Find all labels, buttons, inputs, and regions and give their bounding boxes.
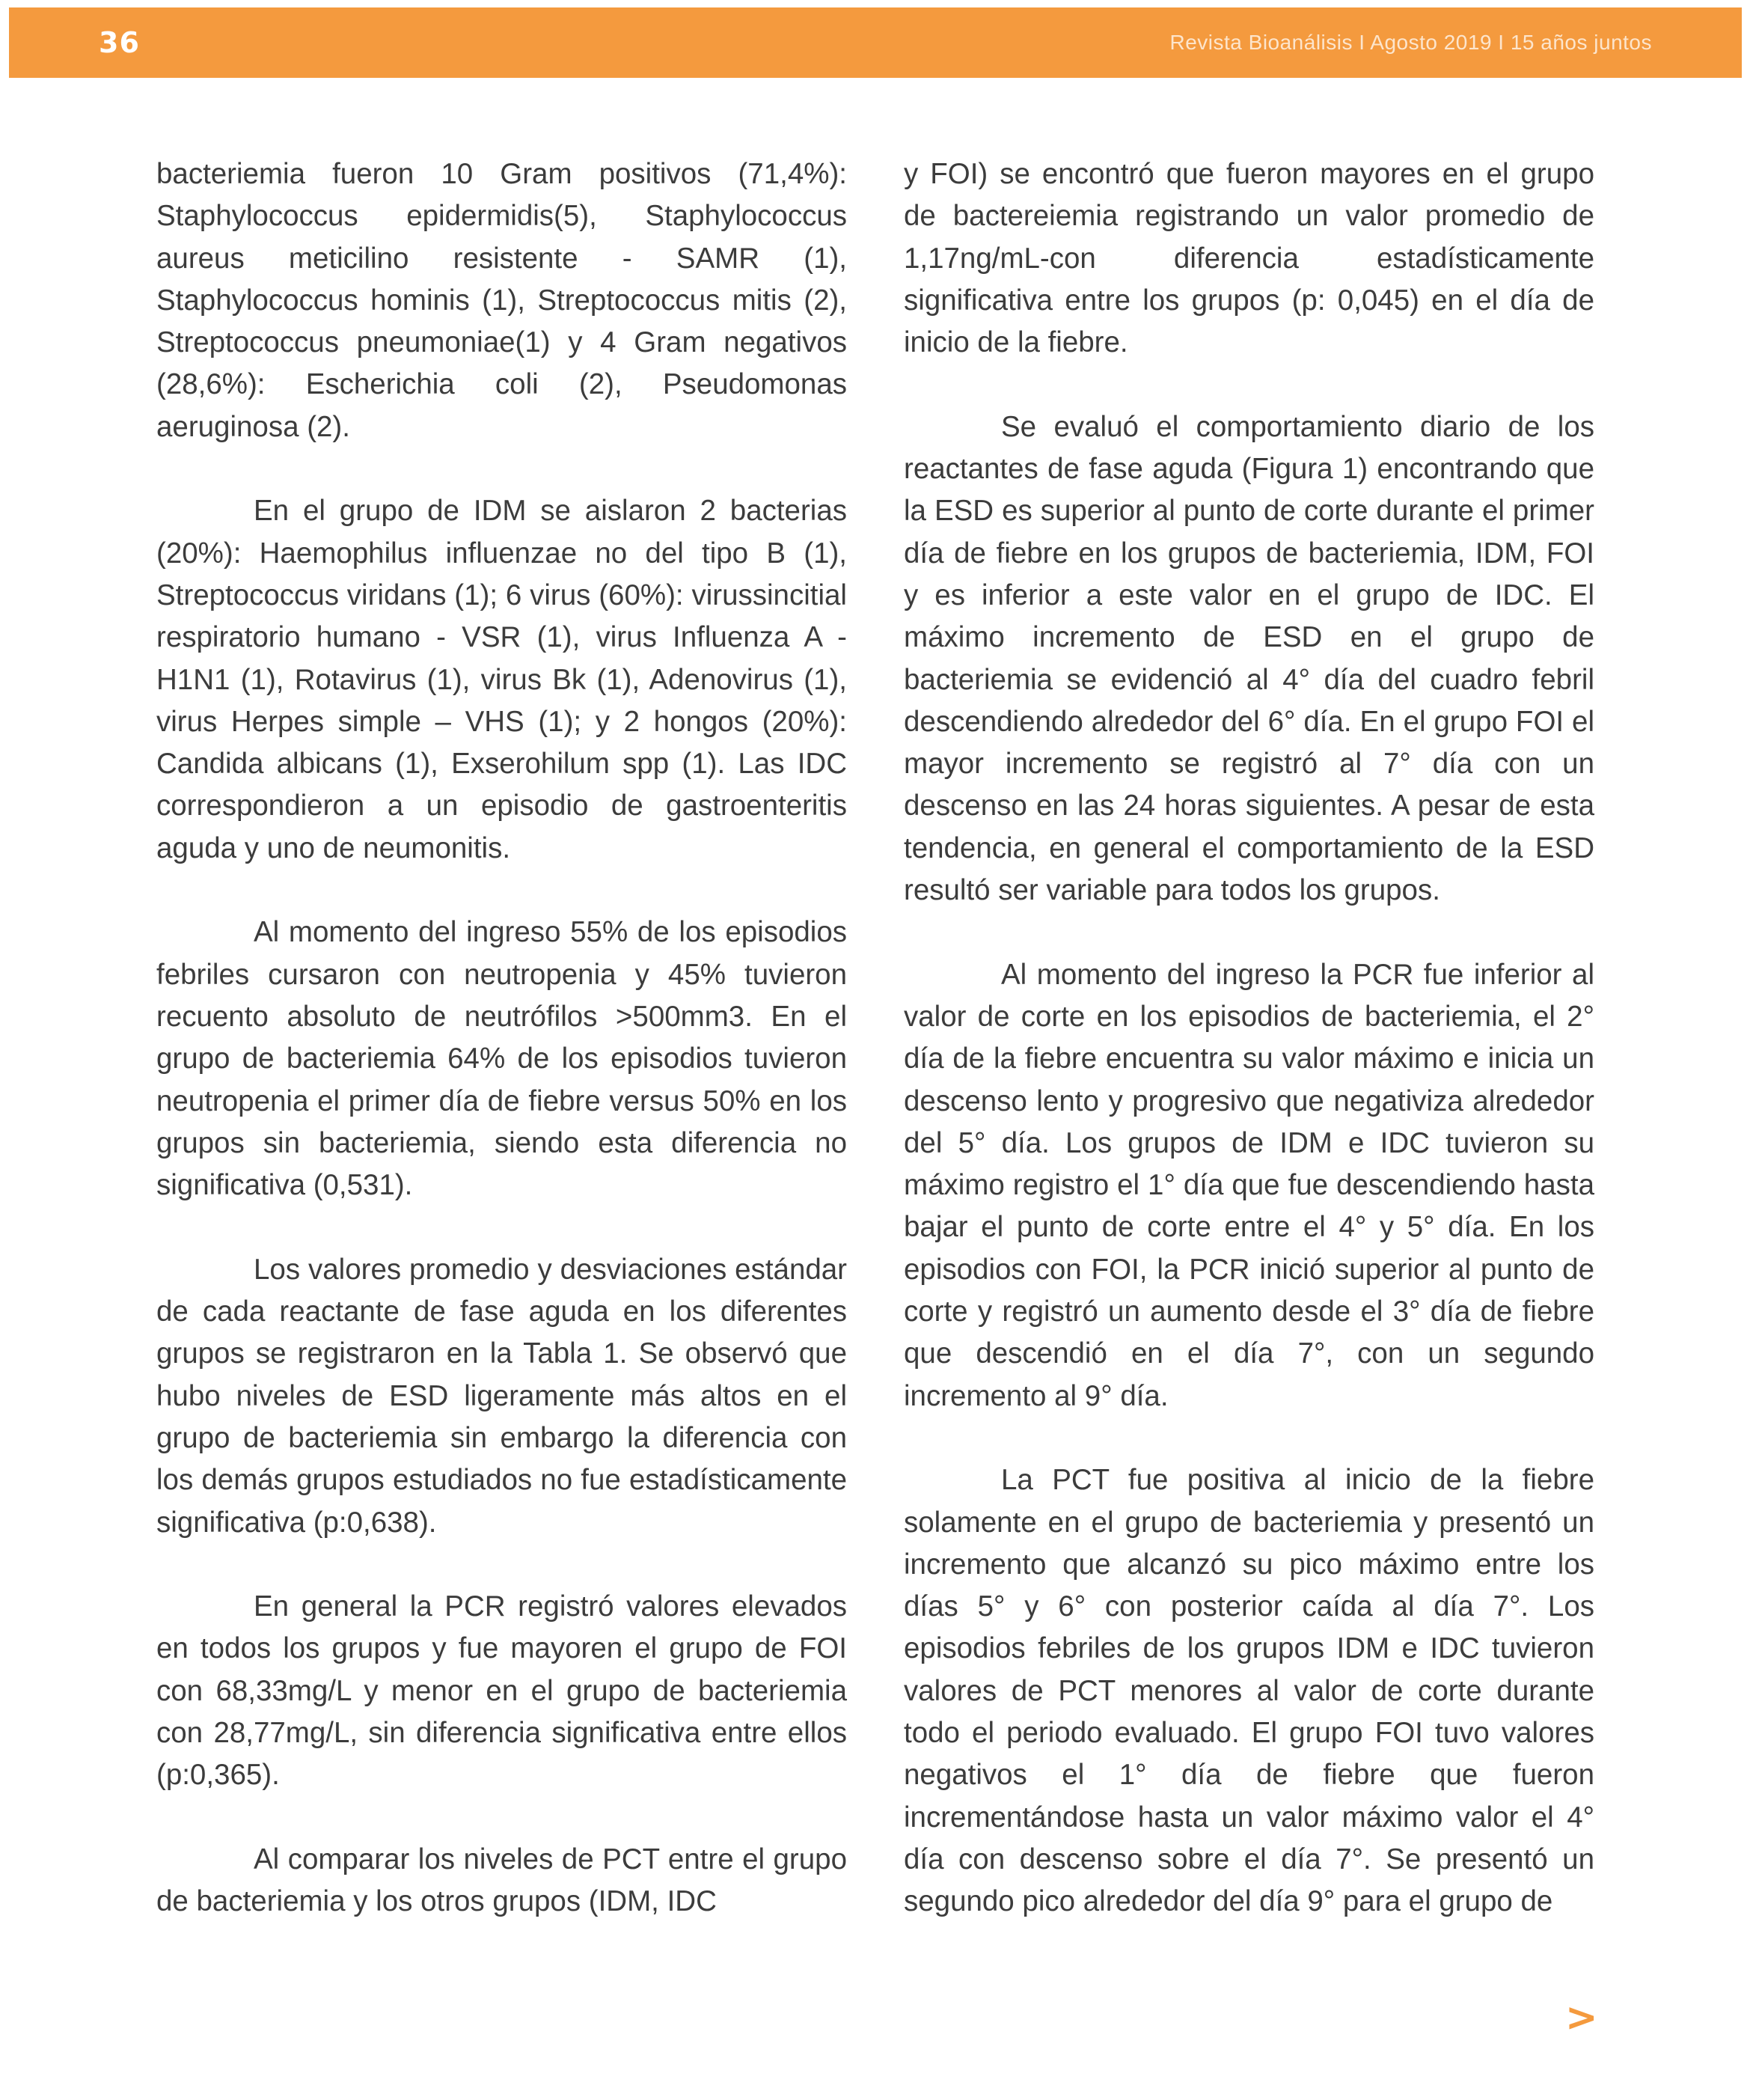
- paragraph: y FOI) se encontró que fueron mayores en el grupo de bactereiemia registrando un valor promedio de 1,17ng/mL-con diferencia estadísticamente significativa entre los grupos (p: 0,045) en el día de inicio de la fiebre.: [904, 158, 1594, 359]
- right-column: [904, 153, 1594, 1923]
- paragraph: Se evaluó el comportamiento diario de los reactantes de fase aguda (Figura 1) encontrando que la ESD es superior al punto de corte durante el primer día de fiebre en los grupos de bacteriemia, IDM, FOI y es inferior a este valor en el grupo de IDC. El máximo incremento de ESD en el grupo de bacteriemia se evidenció al 4° día del cuadro febril descendiendo alrededor del 6° día. En el grupo FOI el mayor incremento se registró al 7° día con un descenso en las 24 horas siguientes. A pesar de esta tendencia, en general el comportamiento de la ESD resultó ser variable para todos los grupos.: [904, 410, 1594, 907]
- journal-title: Revista Bioanálisis I Agosto 2019 I 15 años juntos: [1169, 31, 1652, 54]
- paragraph: bacteriemia fueron 10 Gram positivos (71,4%): Staphylococcus epidermidis(5), Staphylococcus aureus meticilino resistente - SAMR (1), Staphylococcus hominis (1), Streptococcus mitis (2), Streptococcus pneumoniae(1) y 4 Gram negativos (28,6%): Escherichia coli (2), Pseudomonas aeruginosa (2).: [156, 158, 847, 443]
- paragraph: Al momento del ingreso 55% de los episodios febriles cursaron con neutropenia y 45% tuvieron recuento absoluto de neutrófilos >500mm3. En el grupo de bacteriemia 64% de los episodios tuvieron neutropenia el primer día de fiebre versus 50% en los grupos sin bacteriemia, siendo esta diferencia no significativa (0,531).: [156, 916, 847, 1202]
- paragraph: Al momento del ingreso la PCR fue inferior al valor de corte en los episodios de bacteriemia, el 2° día de la fiebre encuentra su valor máximo e inicia un descenso lento y progresivo que negativiza alrededor del 5° día. Los grupos de IDM e IDC tuvieron su máximo registro el 1° día que fue descendiendo hasta bajar el punto de corte entre el 4° y 5° día. En los episodios con FOI, la PCR inició superior al punto de corte y registró un aumento desde el 3° día de fiebre que descendió en el día 7°, con un segundo incremento al 9° día.: [904, 958, 1594, 1412]
- next-page-arrow-icon[interactable]: >: [1565, 1995, 1598, 2040]
- paragraph: La PCT fue positiva al inicio de la fiebre solamente en el grupo de bacteriemia y presentó un incremento que alcanzó su pico máximo entre los días 5° y 6° con posterior caída al día 7°. Los episodios febriles de los grupos IDM e IDC tuvieron valores de PCT menores al valor de corte durante todo el periodo evaluado. El grupo FOI tuvo valores negativos el 1° día de fiebre que fueron incrementándose hasta un valor máximo valor el 4° día con descenso sobre el día 7°. Se presentó un segundo pico alrededor del día 9° para el grupo de: [904, 1464, 1594, 1918]
- page-header: [9, 7, 1742, 78]
- paragraph: Al comparar los niveles de PCT entre el grupo de bacteriemia y los otros grupos (IDM, IDC: [156, 1843, 847, 1918]
- paragraph: En general la PCR registró valores elevados en todos los grupos y fue mayoren el grupo de FOI con 68,33mg/L y menor en el grupo de bacteriemia con 28,77mg/L, sin diferencia significativa entre ellos (p:0,365).: [156, 1590, 847, 1792]
- page-number: 36: [99, 26, 140, 59]
- paragraph: En el grupo de IDM se aislaron 2 bacterias (20%): Haemophilus influenzae no del tipo B (1), Streptococcus viridans (1); 6 virus (60%): virussincitial respiratorio humano - VSR (1), virus Influenza A - H1N1 (1), Rotavirus (1), virus Bk (1), Adenovirus (1), virus Herpes simple – VHS (1); y 2 hongos (20%): Candida albicans (1), Exserohilum spp (1). Las IDC correspondieron a un episodio de gastroenteritis aguda y uno de neumonitis.: [156, 495, 847, 864]
- paragraph: Los valores promedio y desviaciones estándar de cada reactante de fase aguda en los diferentes grupos se registraron en la Tabla 1. Se observó que hubo niveles de ESD ligeramente más altos en el grupo de bacteriemia sin embargo la diferencia con los demás grupos estudiados no fue estadísticamente significativa (p:0,638).: [156, 1253, 847, 1539]
- left-column: [156, 153, 847, 1923]
